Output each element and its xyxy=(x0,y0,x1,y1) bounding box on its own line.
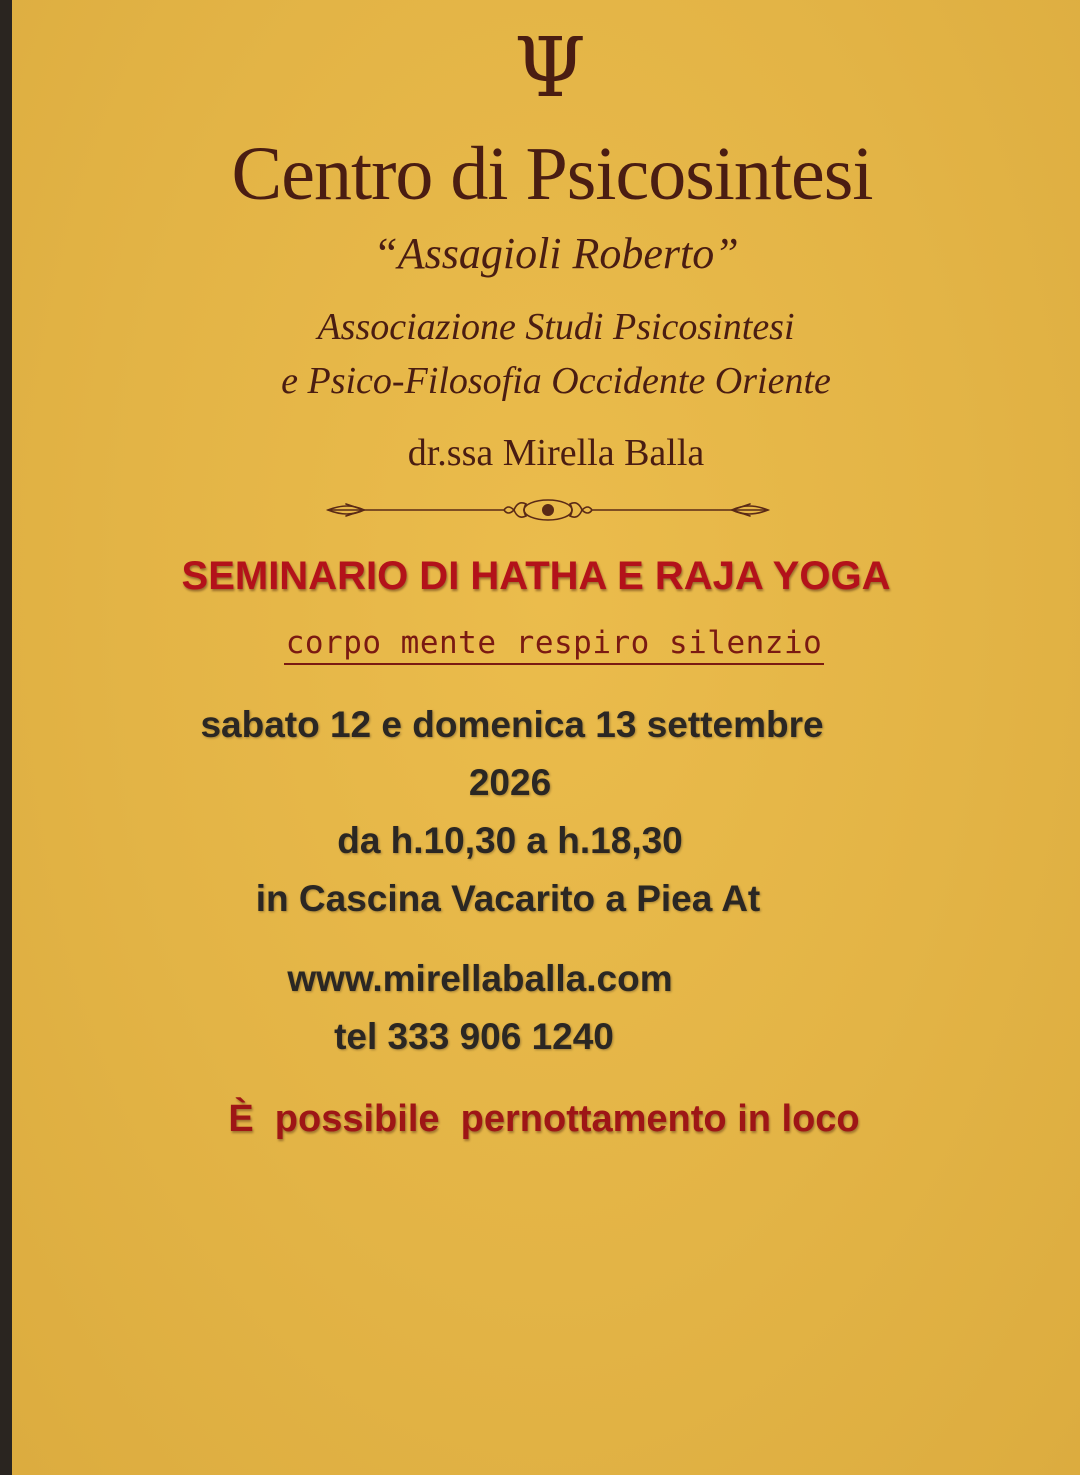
association-line-2: e Psico-Filosofia Occidente Oriente xyxy=(281,360,831,402)
seminar-title: SEMINARIO DI HATHA E RAJA YOGA xyxy=(181,554,891,598)
event-hours: da h.10,30 a h.18,30 xyxy=(337,820,683,861)
phone-number[interactable]: tel 333 906 1240 xyxy=(334,1016,614,1057)
organization-title: Centro di Psicosintesi xyxy=(231,132,873,216)
seminar-subtitle-wrapper xyxy=(12,625,1080,665)
event-location: in Cascina Vacarito a Piea At xyxy=(255,878,761,919)
psi-symbol-icon: Ψ xyxy=(514,21,586,116)
organization-name: “Assagioli Roberto” xyxy=(373,229,739,278)
overnight-note: È possibile pernottamento in loco xyxy=(228,1098,860,1140)
decorative-divider-icon xyxy=(318,490,778,530)
doctor-name: dr.ssa Mirella Balla xyxy=(407,432,705,474)
seminar-subtitle: corpo mente respiro silenzio xyxy=(284,628,825,665)
website-link[interactable]: www.mirellaballa.com xyxy=(287,958,673,999)
event-poster xyxy=(12,0,1080,1475)
event-date-line-1: sabato 12 e domenica 13 settembre xyxy=(200,704,824,745)
association-line-1: Associazione Studi Psicosintesi xyxy=(317,306,795,348)
event-date-line-2: 2026 xyxy=(468,762,552,803)
